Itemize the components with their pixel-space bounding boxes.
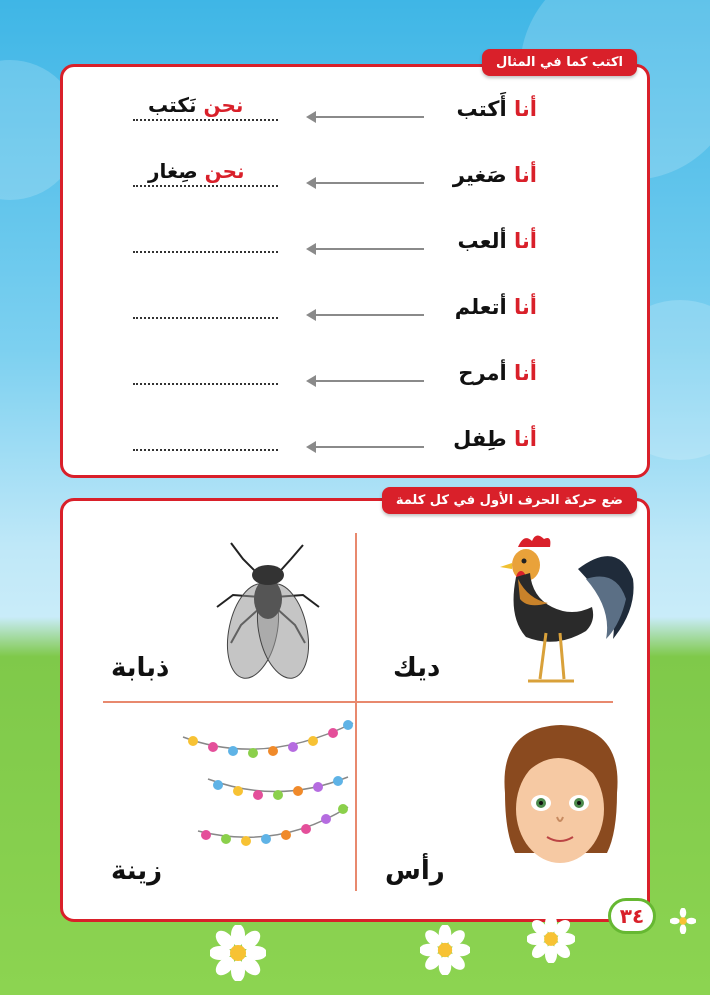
- garland-image: [178, 713, 358, 863]
- answer-text: نحن صِغار: [148, 159, 245, 183]
- exercise-row: [63, 159, 647, 203]
- answer-blank[interactable]: [133, 251, 278, 253]
- answer-blank[interactable]: [133, 185, 278, 187]
- source-phrase: أنا أمرح: [458, 361, 537, 385]
- answer-blank[interactable]: [133, 449, 278, 451]
- word-fly: ذبابة: [111, 653, 170, 683]
- answer-text: نحن نَكتب: [148, 93, 244, 117]
- arrow-left-icon: [306, 309, 424, 321]
- exercise-2-title: ضع حركة الحرف الأول في كل كلمة: [382, 487, 637, 514]
- exercise-2-panel: [60, 493, 650, 922]
- answer-blank[interactable]: [133, 119, 278, 121]
- flower-icon: [527, 915, 575, 963]
- page-number: ٣٤: [608, 898, 656, 934]
- source-phrase: أنا ألعب: [457, 229, 537, 253]
- answer-blank[interactable]: [133, 383, 278, 385]
- flower-icon: [210, 925, 266, 981]
- word-garland: زينة: [111, 856, 163, 886]
- flower-icon: [420, 925, 470, 975]
- arrow-left-icon: [306, 243, 424, 255]
- exercise-1-title: اكتب كما في المثال: [482, 49, 637, 76]
- exercise-row: [63, 295, 647, 335]
- exercise-row: [63, 361, 647, 401]
- word-rooster: ديك: [393, 653, 441, 683]
- flower-icon: [670, 908, 696, 934]
- exercise-row: [63, 229, 647, 269]
- head-image: [493, 723, 628, 873]
- arrow-left-icon: [306, 441, 424, 453]
- arrow-left-icon: [306, 177, 424, 189]
- source-phrase: أنا أتعلم: [454, 295, 537, 319]
- rooster-image: [488, 529, 638, 694]
- arrow-left-icon: [306, 375, 424, 387]
- word-head: رأس: [385, 856, 445, 886]
- answer-blank[interactable]: [133, 317, 278, 319]
- exercise-row: [63, 427, 647, 467]
- arrow-left-icon: [306, 111, 424, 123]
- source-phrase: أنا صَغير: [452, 163, 537, 187]
- source-phrase: أنا أَكتب: [456, 97, 537, 121]
- fly-image: [213, 539, 323, 689]
- exercise-row: [63, 93, 647, 137]
- source-phrase: أنا طِفل: [453, 427, 537, 451]
- grid-divider-horizontal: [103, 701, 613, 703]
- exercise-1-panel: [60, 55, 650, 478]
